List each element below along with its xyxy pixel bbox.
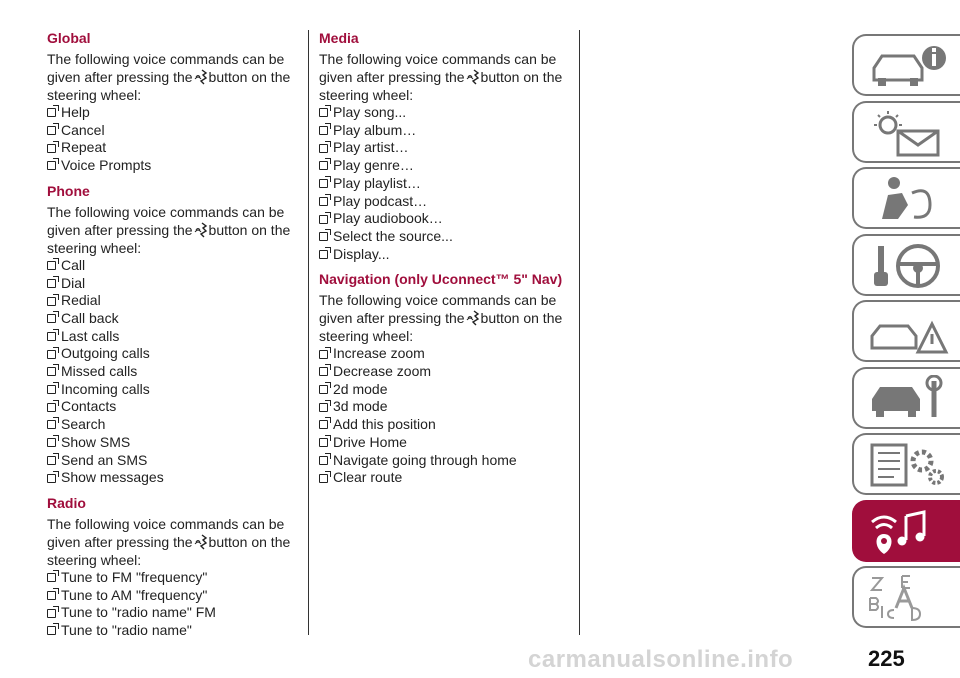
command-list: [47, 569, 315, 640]
tab-safety[interactable]: [852, 167, 960, 229]
section-title: Navigation (only Uconnect™ 5" Nav): [319, 271, 563, 288]
list-item: Increase zoom: [319, 345, 587, 363]
checkbox-bullet-icon: [47, 126, 56, 135]
key-steering-wheel-icon: [868, 242, 958, 290]
column-divider: [579, 30, 580, 635]
command-list: [47, 257, 315, 487]
checkbox-bullet-icon: [319, 108, 328, 117]
list-item: Call: [47, 257, 315, 275]
right-column: [319, 30, 587, 495]
list-item: Play playlist…: [319, 175, 587, 193]
list-item: Outgoing calls: [47, 345, 315, 363]
command-list: [47, 104, 315, 175]
checkbox-bullet-icon: [47, 626, 56, 635]
list-item: Navigate going through home: [319, 452, 587, 470]
tab-index[interactable]: [852, 566, 960, 628]
section-title: Media: [319, 30, 359, 46]
list-item: Clear route: [319, 469, 587, 487]
checkbox-bullet-icon: [319, 420, 328, 429]
checkbox-bullet-icon: [47, 108, 56, 117]
checkbox-bullet-icon: [47, 144, 56, 153]
command-list: [319, 345, 587, 487]
voice-command-icon: [466, 69, 480, 85]
list-item: Display...: [319, 246, 587, 264]
list-item: Show messages: [47, 469, 315, 487]
list-item: Select the source...: [319, 228, 587, 246]
list-item: Search: [47, 416, 315, 434]
checkbox-bullet-icon: [47, 297, 56, 306]
section-navigation: [319, 271, 587, 487]
checkbox-bullet-icon: [319, 144, 328, 153]
tab-maintenance[interactable]: [852, 367, 960, 429]
list-item: Repeat: [47, 139, 315, 157]
checkbox-bullet-icon: [319, 367, 328, 376]
section-radio: [47, 495, 315, 640]
list-item: Voice Prompts: [47, 157, 315, 175]
list-item: Contacts: [47, 398, 315, 416]
watermark: carmanualsonline.info: [528, 646, 794, 673]
list-item: Call back: [47, 310, 315, 328]
checkbox-bullet-icon: [319, 250, 328, 259]
list-item: Last calls: [47, 328, 315, 346]
list-item: Send an SMS: [47, 452, 315, 470]
checkbox-bullet-icon: [319, 385, 328, 394]
multimedia-icon: [868, 508, 958, 556]
checkbox-bullet-icon: [319, 215, 328, 224]
checkbox-bullet-icon: [319, 232, 328, 241]
list-item: Dial: [47, 275, 315, 293]
list-item: Show SMS: [47, 434, 315, 452]
voice-command-icon: [466, 310, 480, 326]
car-wrench-icon: [868, 375, 958, 423]
car-info-icon: [868, 42, 958, 90]
list-item: Play audiobook…: [319, 210, 587, 228]
tab-emergency[interactable]: [852, 300, 960, 362]
checkbox-bullet-icon: [319, 126, 328, 135]
section-title: Phone: [47, 182, 90, 199]
list-item: Help: [47, 104, 315, 122]
checkbox-bullet-icon: [319, 456, 328, 465]
section-intro: The following voice commands can be given after pressing the button on the steering wheel:: [319, 292, 563, 345]
command-list: [319, 104, 587, 263]
checkbox-bullet-icon: [47, 314, 56, 323]
checkbox-bullet-icon: [319, 403, 328, 412]
list-item: Play podcast…: [319, 193, 587, 211]
list-item: 2d mode: [319, 381, 587, 399]
checkbox-bullet-icon: [47, 161, 56, 170]
checkbox-bullet-icon: [319, 438, 328, 447]
list-item: Drive Home: [319, 434, 587, 452]
warning-light-icon: [868, 109, 958, 157]
tab-technical-data[interactable]: [852, 433, 960, 495]
section-global: [47, 30, 315, 175]
section-intro: The following voice commands can be given after pressing the button on the steering wheel:: [47, 203, 291, 256]
checkbox-bullet-icon: [47, 474, 56, 483]
alphabet-index-icon: [868, 574, 958, 622]
checkbox-bullet-icon: [47, 456, 56, 465]
checkbox-bullet-icon: [47, 573, 56, 582]
section-title: Global: [47, 30, 91, 46]
checkbox-bullet-icon: [47, 609, 56, 618]
checkbox-bullet-icon: [319, 161, 328, 170]
list-item: Play genre…: [319, 157, 587, 175]
list-item: Tune to "radio name": [47, 622, 315, 640]
checkbox-bullet-icon: [47, 261, 56, 270]
section-media: [319, 30, 587, 263]
chapter-tabs: [852, 34, 960, 633]
list-item: Cancel: [47, 122, 315, 140]
checkbox-bullet-icon: [47, 332, 56, 341]
list-item: Add this position: [319, 416, 587, 434]
spec-sheet-gear-icon: [868, 441, 958, 489]
car-emergency-icon: [868, 308, 958, 356]
voice-command-icon: [194, 534, 208, 550]
tab-warning-lights[interactable]: [852, 101, 960, 163]
list-item: Tune to AM "frequency": [47, 587, 315, 605]
checkbox-bullet-icon: [47, 420, 56, 429]
list-item: Redial: [47, 292, 315, 310]
section-phone: [47, 183, 315, 487]
checkbox-bullet-icon: [47, 279, 56, 288]
voice-command-icon: [194, 222, 208, 238]
section-title: Radio: [47, 494, 86, 511]
list-item: 3d mode: [319, 398, 587, 416]
checkbox-bullet-icon: [319, 179, 328, 188]
list-item: Missed calls: [47, 363, 315, 381]
checkbox-bullet-icon: [47, 385, 56, 394]
section-intro: The following voice commands can be given after pressing the button on the steering wheel:: [47, 515, 291, 568]
list-item: Play album…: [319, 122, 587, 140]
list-item: Decrease zoom: [319, 363, 587, 381]
list-item: Play artist…: [319, 139, 587, 157]
checkbox-bullet-icon: [319, 474, 328, 483]
tab-car-info[interactable]: [852, 34, 960, 96]
list-item: Tune to FM "frequency": [47, 569, 315, 587]
checkbox-bullet-icon: [47, 350, 56, 359]
list-item: Incoming calls: [47, 381, 315, 399]
checkbox-bullet-icon: [47, 403, 56, 412]
page-number: 225: [868, 646, 905, 671]
list-item: Play song...: [319, 104, 587, 122]
voice-command-icon: [194, 69, 208, 85]
checkbox-bullet-icon: [319, 350, 328, 359]
checkbox-bullet-icon: [47, 438, 56, 447]
column-divider: [308, 30, 309, 635]
checkbox-bullet-icon: [319, 197, 328, 206]
seat-airbag-icon: [868, 175, 958, 223]
checkbox-bullet-icon: [47, 591, 56, 600]
list-item: Tune to "radio name" FM: [47, 604, 315, 622]
left-column: [47, 30, 315, 648]
tab-starting-driving[interactable]: [852, 234, 960, 296]
section-intro: The following voice commands can be given after pressing the button on the steering wheel:: [47, 51, 291, 103]
section-intro: The following voice commands can be given after pressing the button on the steering wheel:: [319, 51, 563, 103]
checkbox-bullet-icon: [47, 367, 56, 376]
tab-multimedia[interactable]: [852, 500, 960, 562]
